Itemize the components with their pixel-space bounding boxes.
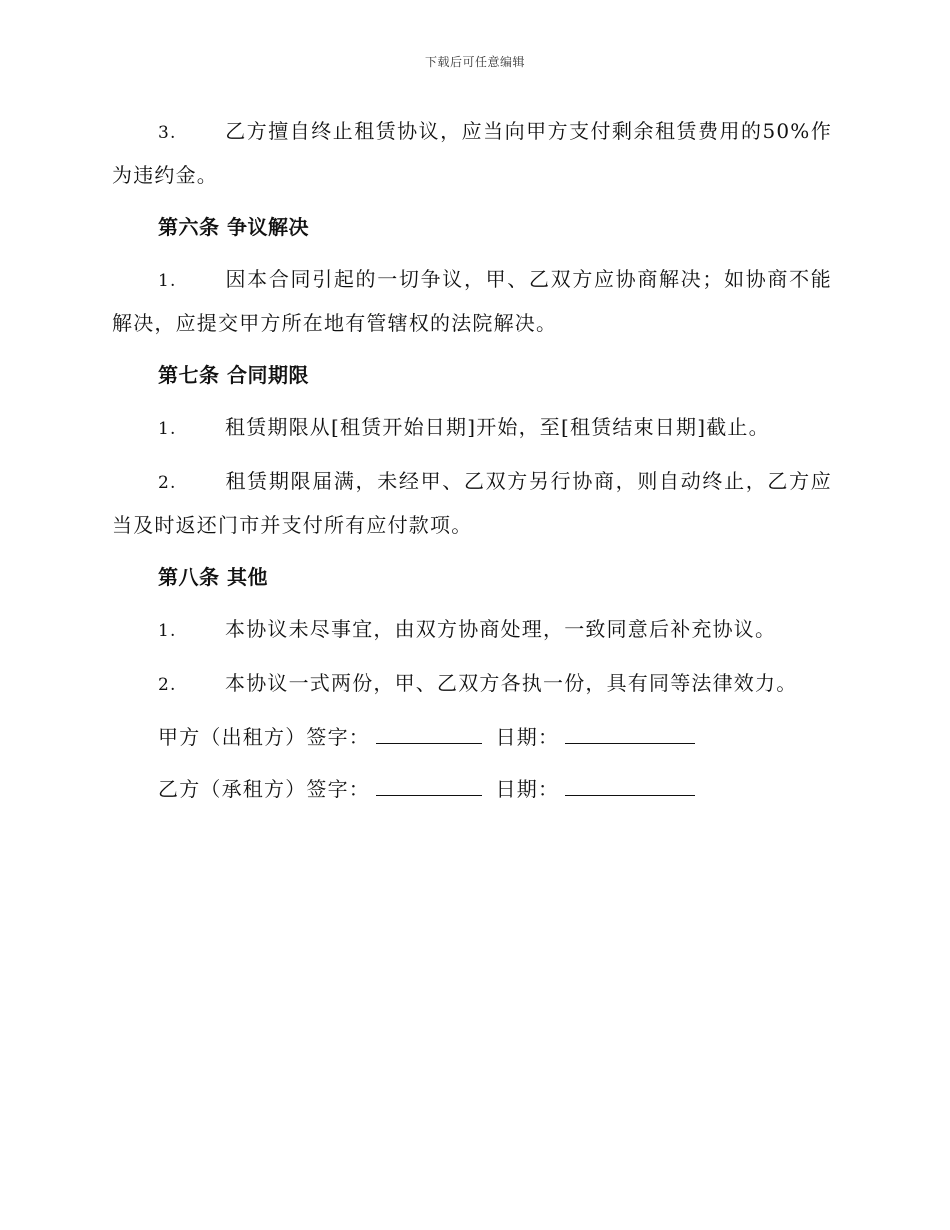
clause-6-1	[112, 258, 832, 344]
party-b-signature-blank	[376, 775, 482, 796]
clause-breach-penalty	[112, 110, 832, 196]
article-6-heading: 第六条 争议解决	[158, 215, 309, 239]
party-a-signature-label: 甲方（出租方）签字：	[158, 725, 370, 749]
clause-8-2	[112, 662, 832, 706]
clause-8-1	[112, 608, 832, 652]
clause-text: 因本合同引起的一切争议，甲、乙双方应协商解决；如协商不能解决，应提交甲方所在地有管辖权的法院解决。	[112, 267, 832, 335]
party-a-signature-row	[158, 716, 832, 758]
party-a-signature-blank	[376, 723, 482, 744]
clause-number: 1.	[158, 271, 177, 291]
article-7-heading: 第七条 合同期限	[158, 363, 309, 387]
party-b-date-blank	[565, 775, 695, 796]
party-b-signature-row	[158, 768, 832, 810]
party-a-date-label: 日期：	[495, 725, 560, 749]
party-b-date-label: 日期：	[495, 777, 560, 801]
clause-number: 3.	[158, 123, 177, 143]
clause-number: 1.	[158, 621, 177, 641]
clause-text: 租赁期限从[租赁开始日期]开始，至[租赁结束日期]截止。	[225, 415, 770, 439]
party-a-date-blank	[565, 723, 695, 744]
article-8-heading: 第八条 其他	[158, 565, 268, 589]
page-header: 下载后可任意编辑	[424, 55, 525, 69]
clause-number: 2.	[158, 473, 177, 493]
party-b-signature-label: 乙方（承租方）签字：	[158, 777, 370, 801]
clause-text: 租赁期限届满，未经甲、乙双方另行协商，则自动终止，乙方应当及时返还门市并支付所有应付款项。	[112, 469, 832, 537]
clause-text: 本协议未尽事宜，由双方协商处理，一致同意后补充协议。	[225, 617, 777, 641]
document-body	[112, 110, 832, 820]
clause-text: 乙方擅自终止租赁协议，应当向甲方支付剩余租赁费用的50%作为违约金。	[112, 119, 832, 187]
clause-text: 本协议一式两份，甲、乙双方各执一份，具有同等法律效力。	[225, 671, 798, 695]
clause-7-1	[112, 406, 832, 450]
clause-number: 1.	[158, 419, 177, 439]
clause-number: 2.	[158, 675, 177, 695]
clause-7-2	[112, 460, 832, 546]
